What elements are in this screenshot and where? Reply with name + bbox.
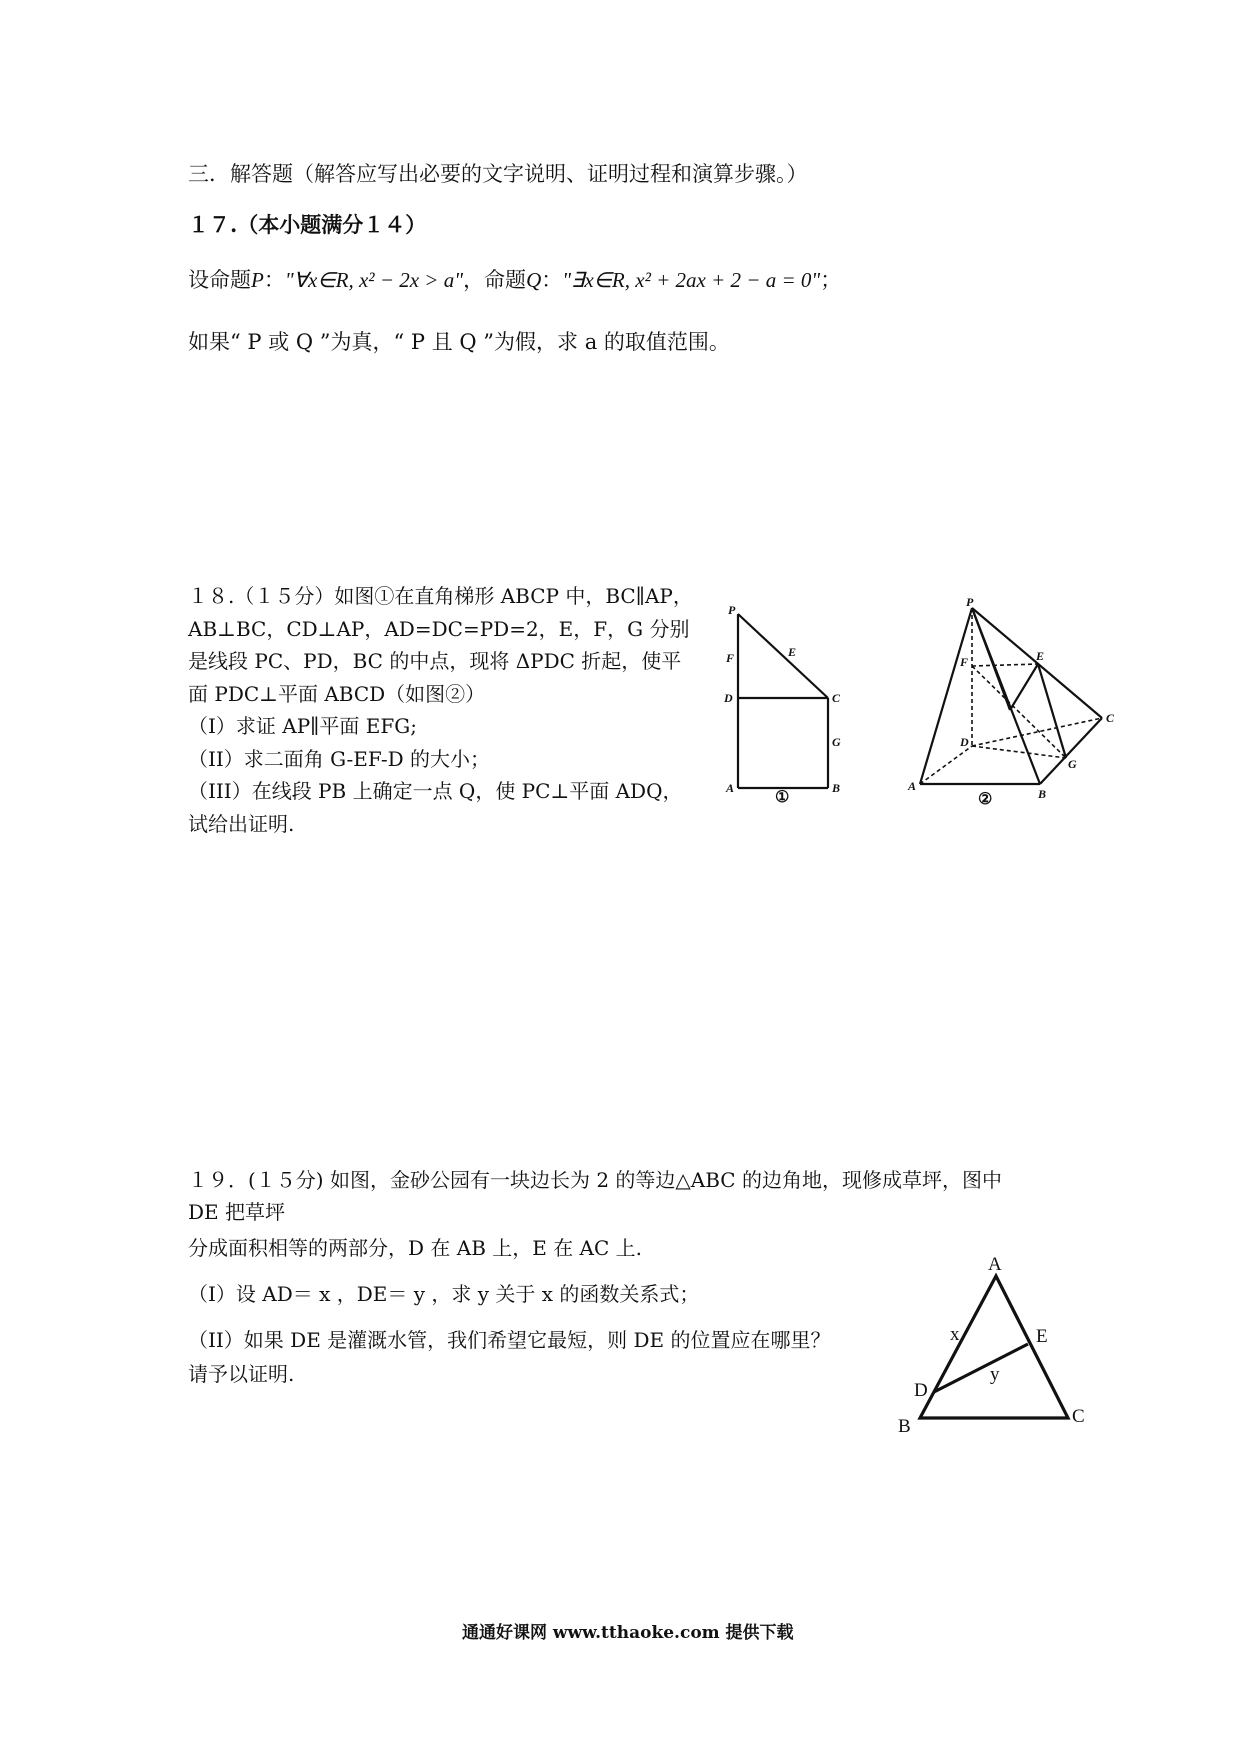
tri-label-b: B: [898, 1416, 911, 1437]
tri-label-y: y: [990, 1364, 1000, 1385]
tri-label-a: A: [988, 1254, 1002, 1275]
q17-colon1: ：: [263, 268, 285, 292]
fig1-label-a: A: [726, 781, 735, 795]
tri-label-e: E: [1036, 1326, 1048, 1347]
fig2-label-b: B: [1038, 787, 1047, 801]
fig1-label-f: F: [726, 651, 735, 665]
q17-prop-p: "∀x∈R, x² − 2x > a": [284, 268, 464, 292]
fig2-label-c: C: [1106, 711, 1115, 725]
fig1-label-e: E: [788, 645, 797, 659]
fig1-label-b: B: [832, 781, 841, 795]
q18-line: 面 PDC⊥平面 ABCD（如图②）: [188, 681, 486, 706]
fig2-label-d: D: [960, 735, 969, 749]
fig1-label-g: G: [832, 735, 841, 749]
tri-label-c: C: [1072, 1406, 1085, 1427]
q19-line5: （II）如果 DE 是灌溉水管，我们希望它最短，则 DE 的位置应在哪里？: [188, 1328, 831, 1352]
q19-line4: （I）设 AD＝ x ，DE＝ y ，求 y 关于 x 的函数关系式；: [188, 1282, 700, 1306]
q17-colon2: ：: [541, 268, 563, 292]
q18-line: AB⊥BC，CD⊥AP，AD=DC=PD=2，E，F，G 分别: [188, 616, 690, 641]
q17-end: ；: [820, 268, 842, 292]
fig1-label-c-top: C: [832, 691, 841, 705]
fig2-label-f: F: [960, 655, 969, 669]
tri-label-x: x: [950, 1324, 960, 1345]
fig2-label-g: G: [1068, 757, 1077, 771]
section-title: 三．解答题（解答应写出必要的文字说明、证明过程和演算步骤。）: [188, 162, 808, 186]
fig2-label-p: P: [966, 598, 974, 609]
q19-line1: １９．(１５分) 如图，金砂公园有一块边长为 2 的等边△ABC 的边角地，现修成草坪，图中: [188, 1168, 1002, 1192]
q19-line2: DE 把草坪: [188, 1200, 285, 1224]
fig1-label-p: P: [728, 603, 736, 617]
q19-triangle-figure: [890, 1250, 1110, 1444]
q19-line3: 分成面积相等的两部分，D 在 AB 上，E 在 AC 上.: [188, 1236, 643, 1260]
q18-figure-1: [720, 600, 860, 814]
fig1-number: ①: [775, 789, 790, 806]
q17-prop-q: "∃x∈R, x² + 2ax + 2 − a = 0": [562, 268, 821, 292]
q17-prefix: 设命题: [188, 268, 251, 292]
fig2-label-e: E: [1036, 649, 1045, 663]
q17-p: P: [251, 268, 264, 292]
q18-line: （II）求二面角 G-EF-D 的大小；: [188, 746, 490, 771]
q17-header: １７.（本小题满分１４）: [188, 212, 427, 237]
fig2-number: ②: [978, 791, 993, 808]
q17-statement: [188, 268, 841, 293]
q17-q: Q: [526, 268, 542, 292]
q18-figure-2: [900, 598, 1130, 812]
q17-question: 如果“ P 或 Q ”为真，“ P 且 Q ”为假，求 a 的取值范围。: [188, 330, 730, 354]
q18-text: [188, 580, 693, 840]
q19-line6: 请予以证明.: [188, 1362, 295, 1386]
q17-mid: ，命题: [463, 268, 527, 292]
page-footer: 通通好课网 www.tthaoke.com 提供下载: [462, 1623, 794, 1643]
q18-line: １８.（１５分）如图①在直角梯形 ABCP 中，BC∥AP，: [188, 584, 693, 608]
q18-line: 试给出证明.: [188, 811, 295, 836]
fig2-label-a: A: [908, 779, 917, 793]
q18-line: （I）求证 AP∥平面 EFG;: [188, 714, 417, 738]
fig1-label-d: D: [724, 691, 733, 705]
q18-line: （III）在线段 PB 上确定一点 Q，使 PC⊥平面 ADQ，: [188, 779, 683, 803]
q18-line: 是线段 PC、PD，BC 的中点，现将 ΔPDC 折起，使平: [188, 649, 682, 673]
tri-label-d: D: [914, 1380, 928, 1401]
